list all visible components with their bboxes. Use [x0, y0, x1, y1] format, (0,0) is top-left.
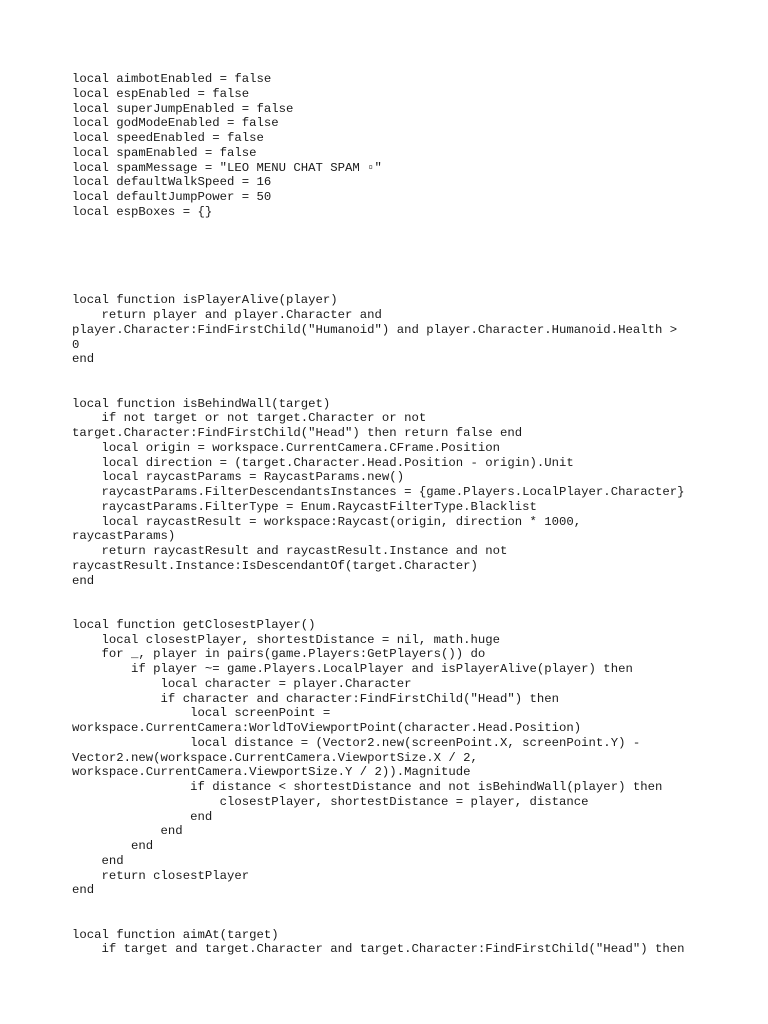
code-line: return player and player.Character and	[72, 308, 382, 322]
code-line	[72, 279, 732, 294]
code-line: raycastResult.Instance:IsDescendantOf(target.Character)	[72, 558, 478, 573]
code-line: closestPlayer, shortestDistance = player, distance	[72, 794, 589, 809]
code-line: local espBoxes = {}	[72, 204, 213, 219]
code-line: local direction = (target.Character.Head.Position - origin).Unit	[72, 455, 574, 470]
code-line: target.Character:FindFirstChild("Head") then return false end	[72, 426, 523, 440]
code-line: local godModeEnabled = false	[72, 116, 279, 131]
code-line: if character and character:FindFirstChild("Head") then	[72, 691, 560, 706]
code-line: return closestPlayer	[72, 868, 250, 883]
code-line	[72, 264, 732, 279]
code-line: if not target or not target.Character or not	[72, 411, 427, 426]
code-line: local speedEnabled = false	[72, 131, 264, 145]
code-line: if distance < shortestDistance and not isBehindWall(player) then	[72, 780, 663, 794]
code-line: for _, player in pairs(game.Players:GetPlayers()) do	[72, 647, 486, 662]
code-line: raycastParams.FilterDescendantsInstances = {game.Players.LocalPlayer.Character}	[72, 485, 685, 499]
code-line: if target and target.Character and target.Character:FindFirstChild("Head") then	[72, 942, 685, 957]
code-line: local screenPoint =	[72, 706, 331, 721]
code-line: end	[72, 573, 95, 588]
code-line: end	[72, 809, 213, 824]
code-line: local function aimAt(target)	[72, 927, 279, 942]
code-line: local superJumpEnabled = false	[72, 101, 294, 116]
code-line: Vector2.new(workspace.CurrentCamera.ViewportSize.X / 2,	[72, 750, 478, 765]
code-line: local origin = workspace.CurrentCamera.CFrame.Position	[72, 440, 501, 455]
code-line: 0	[72, 337, 80, 352]
code-line: local spamEnabled = false	[72, 145, 257, 160]
code-block	[72, 72, 732, 957]
code-line: local espEnabled = false	[72, 86, 250, 101]
code-line: local distance = (Vector2.new(screenPoint.X, screenPoint.Y) -	[72, 735, 641, 750]
code-line: workspace.CurrentCamera.ViewportSize.Y / 2)).Magnitude	[72, 765, 471, 780]
code-line	[72, 898, 732, 913]
code-line	[72, 220, 732, 235]
code-line	[72, 913, 732, 928]
code-line: local defaultJumpPower = 50	[72, 190, 272, 204]
code-line	[72, 234, 732, 249]
code-line	[72, 382, 732, 397]
code-line: if player ~= game.Players.LocalPlayer and isPlayerAlive(player) then	[72, 662, 633, 676]
code-line: workspace.CurrentCamera:WorldToViewportPoint(character.Head.Position)	[72, 721, 582, 735]
code-line: player.Character:FindFirstChild("Humanoid") and player.Character.Humanoid.Health >	[72, 322, 678, 337]
code-line: local raycastResult = workspace:Raycast(origin, direction * 1000,	[72, 514, 582, 529]
code-line: local function isBehindWall(target)	[72, 396, 331, 411]
code-line	[72, 367, 732, 382]
code-line: end	[72, 853, 124, 868]
code-line: end	[72, 824, 183, 839]
code-line: local spamMessage = "LEO MENU CHAT SPAM ▫"	[72, 160, 382, 175]
code-line: raycastParams.FilterType = Enum.RaycastFilterType.Blacklist	[72, 499, 537, 514]
code-line: local raycastParams = RaycastParams.new()	[72, 470, 405, 485]
code-line: local function getClosestPlayer()	[72, 617, 316, 632]
code-line: local function isPlayerAlive(player)	[72, 293, 338, 308]
code-line	[72, 588, 732, 603]
code-line: local defaultWalkSpeed = 16	[72, 175, 272, 190]
code-line	[72, 603, 732, 618]
code-line: local closestPlayer, shortestDistance = nil, math.huge	[72, 632, 501, 647]
code-line: end	[72, 883, 95, 898]
code-line	[72, 249, 732, 264]
code-line: end	[72, 839, 154, 853]
code-line: local character = player.Character	[72, 676, 412, 691]
code-line: end	[72, 352, 95, 367]
code-line: local aimbotEnabled = false	[72, 72, 272, 86]
code-line: raycastParams)	[72, 529, 176, 544]
code-line: return raycastResult and raycastResult.Instance and not	[72, 544, 508, 558]
